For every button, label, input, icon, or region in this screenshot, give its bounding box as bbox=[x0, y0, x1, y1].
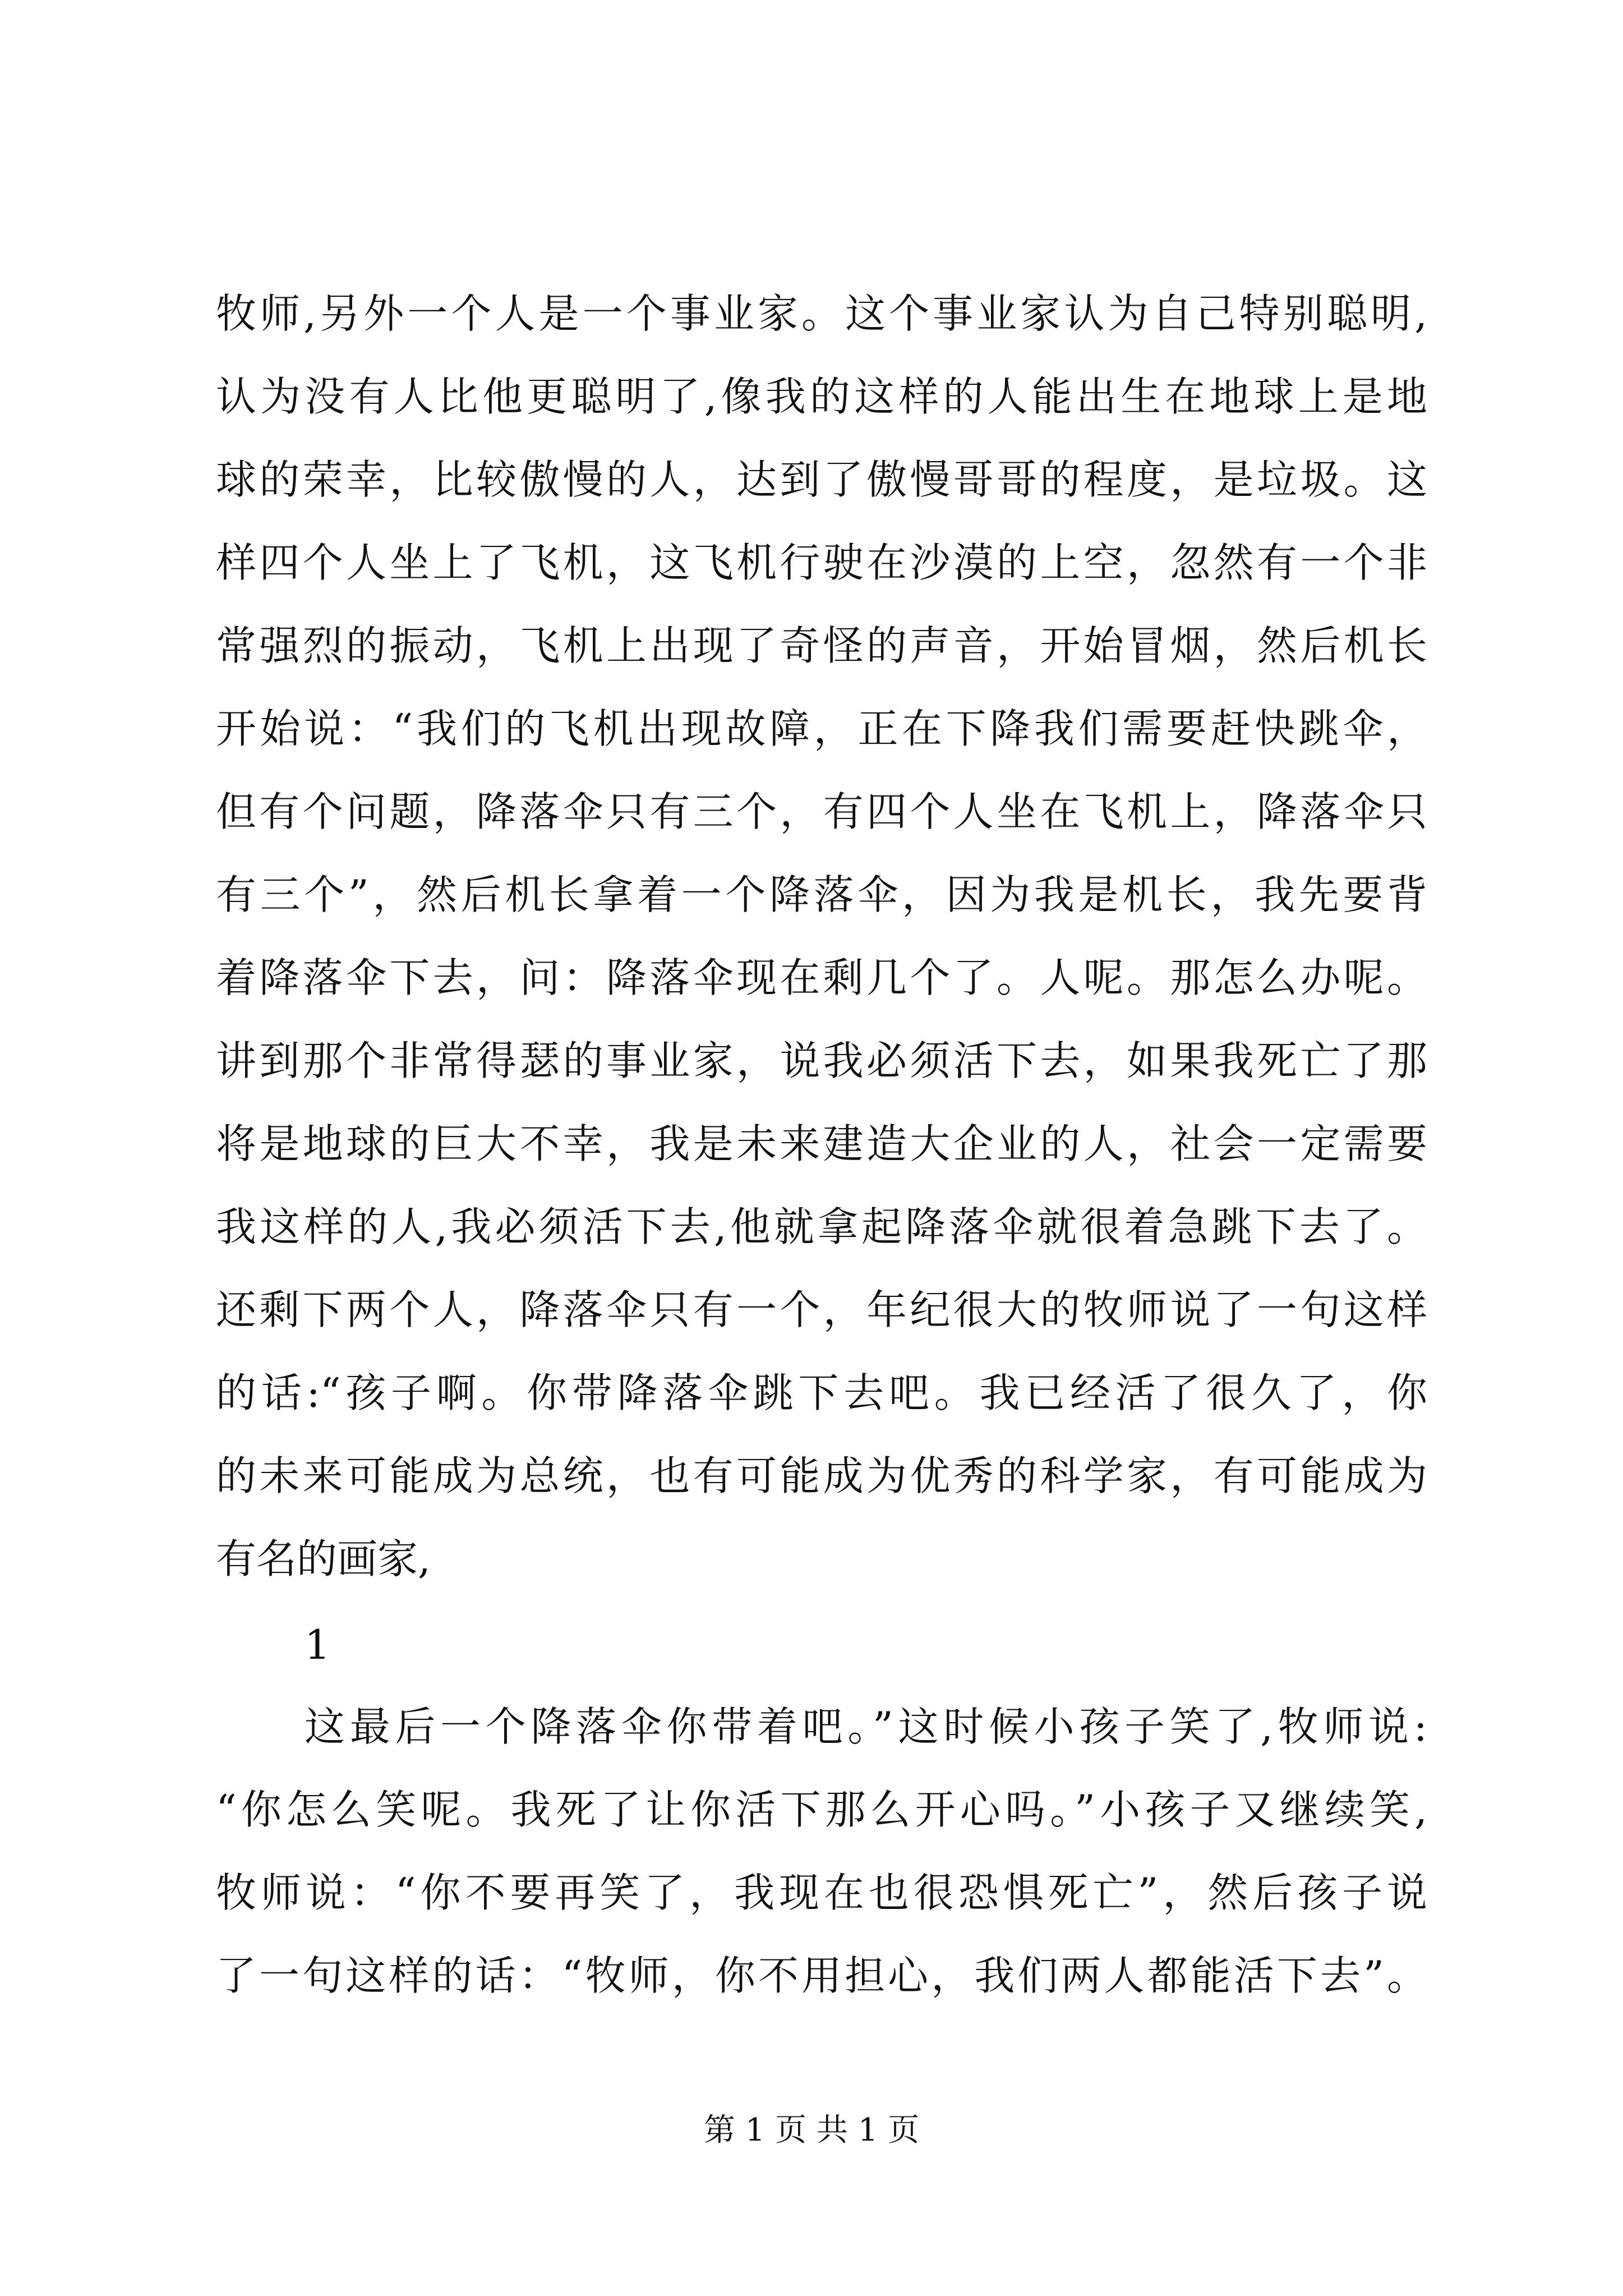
text-line: 开始说：“我们的飞机出现故障，正在下降我们需要赶快跳伞， bbox=[216, 705, 1427, 752]
text-line: 有三个”，然后机长拿着一个降落伞，因为我是机长，我先要背 bbox=[216, 871, 1427, 918]
text-line: 有名的画家, bbox=[216, 1535, 431, 1582]
text-line: 这最后一个降落伞你带着吧。”这时候小孩子笑了,牧师说: bbox=[305, 1703, 1427, 1750]
paragraph-2 bbox=[216, 1685, 1427, 2017]
text-line: 牧师说：“你不要再笑了，我现在也很恐惧死亡”，然后孩子说 bbox=[216, 1869, 1427, 1916]
text-line: 球的荣幸，比较傲慢的人，达到了傲慢哥哥的程度，是垃圾。这 bbox=[216, 456, 1427, 503]
paragraph-1 bbox=[216, 272, 1427, 1600]
text-line: 我这样的人,我必须活下去,他就拿起降落伞就很着急跳下去了。 bbox=[216, 1203, 1427, 1250]
text-line: 的未来可能成为总统，也有可能成为优秀的科学家，有可能成为 bbox=[216, 1452, 1427, 1499]
text-line: 样四个人坐上了飞机，这飞机行驶在沙漠的上空，忽然有一个非 bbox=[216, 539, 1427, 586]
text-line: “你怎么笑呢。我死了让你活下那么开心吗。”小孩子又继续笑, bbox=[216, 1786, 1427, 1833]
text-line: 但有个问题，降落伞只有三个，有四个人坐在飞机上，降落伞只 bbox=[216, 788, 1427, 835]
text-line: 常强烈的振动，飞机上出现了奇怪的声音，开始冒烟，然后机长 bbox=[216, 622, 1427, 669]
text-line: 着降落伞下去，问：降落伞现在剩几个了。人呢。那怎么办呢。 bbox=[216, 954, 1427, 1001]
text-line: 将是地球的巨大不幸，我是未来建造大企业的人，社会一定需要 bbox=[216, 1120, 1427, 1167]
text-line: 认为没有人比他更聪明了,像我的这样的人能出生在地球上是地 bbox=[216, 373, 1427, 420]
text-line: 的话:“孩子啊。你带降落伞跳下去吧。我已经活了很久了，你 bbox=[216, 1369, 1427, 1416]
text-line: 还剩下两个人，降落伞只有一个，年纪很大的牧师说了一句这样 bbox=[216, 1286, 1427, 1333]
page-footer: 第 1 页 共 1 页 bbox=[703, 2112, 920, 2148]
inline-page-marker: 1 bbox=[305, 1621, 330, 1668]
text-line: 讲到那个非常得瑟的事业家，说我必须活下去，如果我死亡了那 bbox=[216, 1037, 1427, 1084]
text-line: 牧师,另外一个人是一个事业家。这个事业家认为自己特别聪明, bbox=[216, 290, 1427, 337]
text-line: 了一句这样的话：“牧师，你不用担心，我们两人都能活下去”。 bbox=[216, 1952, 1427, 1999]
